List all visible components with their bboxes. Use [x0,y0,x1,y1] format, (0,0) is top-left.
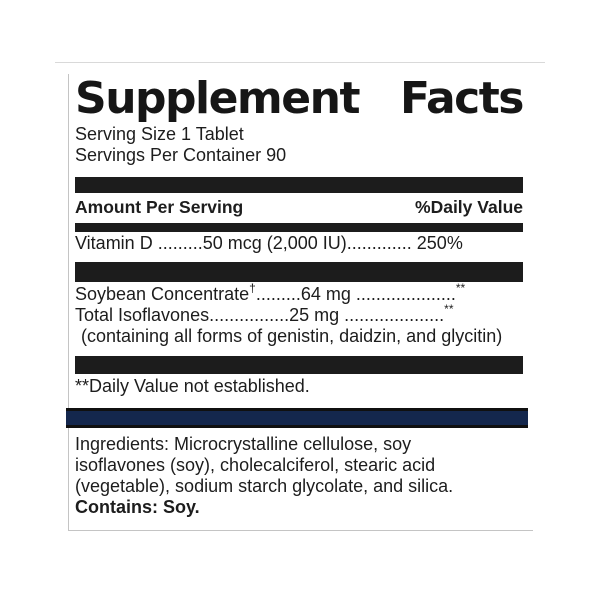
panel-top-edge-line [55,62,545,63]
separator-bar-thin [75,223,523,232]
vitamin-d-text: Vitamin D .........50 mcg (2,000 IU)............. 250% [75,233,463,253]
ingredients-line-3: (vegetable), sodium starch glycolate, and silica. [75,476,454,496]
amount-per-serving-header: Amount Per Serving [75,197,244,217]
navy-divider-bar [66,408,528,428]
separator-bar-thick-3 [75,356,523,374]
servings-per-container-text: Servings Per Container 90 [75,145,287,165]
daily-value-footnote: **Daily Value not established. [75,376,310,396]
separator-bar-thick-1 [75,177,523,193]
nutrient-row-total-isoflavones [75,302,523,325]
isoflavones-note: (containing all forms of genistin, daidzin, and glycitin) [81,326,503,346]
soybean-leader: .........64 mg .................... [255,284,456,304]
contains-allergen-text: Contains: Soy. [75,497,200,517]
isoflavones-name: Total Isoflavones [75,305,210,325]
title-word-facts: Facts [400,73,523,124]
isoflavones-dv-asterisks: ** [444,302,454,316]
panel-left-edge-line [68,74,69,530]
ingredients-line-1: Ingredients: Microcrystalline cellulose, soy [75,434,412,454]
nutrient-row-vitamin-d [75,233,523,253]
serving-size-text: Serving Size 1 Tablet [75,124,244,144]
soybean-name: Soybean Concentrate [75,284,250,304]
column-header-row [75,197,523,218]
ingredients-line-2: isoflavones (soy), cholecalciferol, stearic acid [75,455,436,475]
nutrient-row-soybean-concentrate [75,281,523,304]
panel-bottom-edge-line [68,530,533,531]
title-word-supplement: Supplement [75,73,359,124]
isoflavones-leader: ................25 mg .................... [209,305,445,325]
panel-title [75,73,523,124]
soybean-dv-asterisks: ** [455,281,466,295]
soybean-dagger-symbol: † [249,281,256,295]
daily-value-header: %Daily Value [415,197,523,217]
separator-bar-thick-2 [75,262,523,282]
